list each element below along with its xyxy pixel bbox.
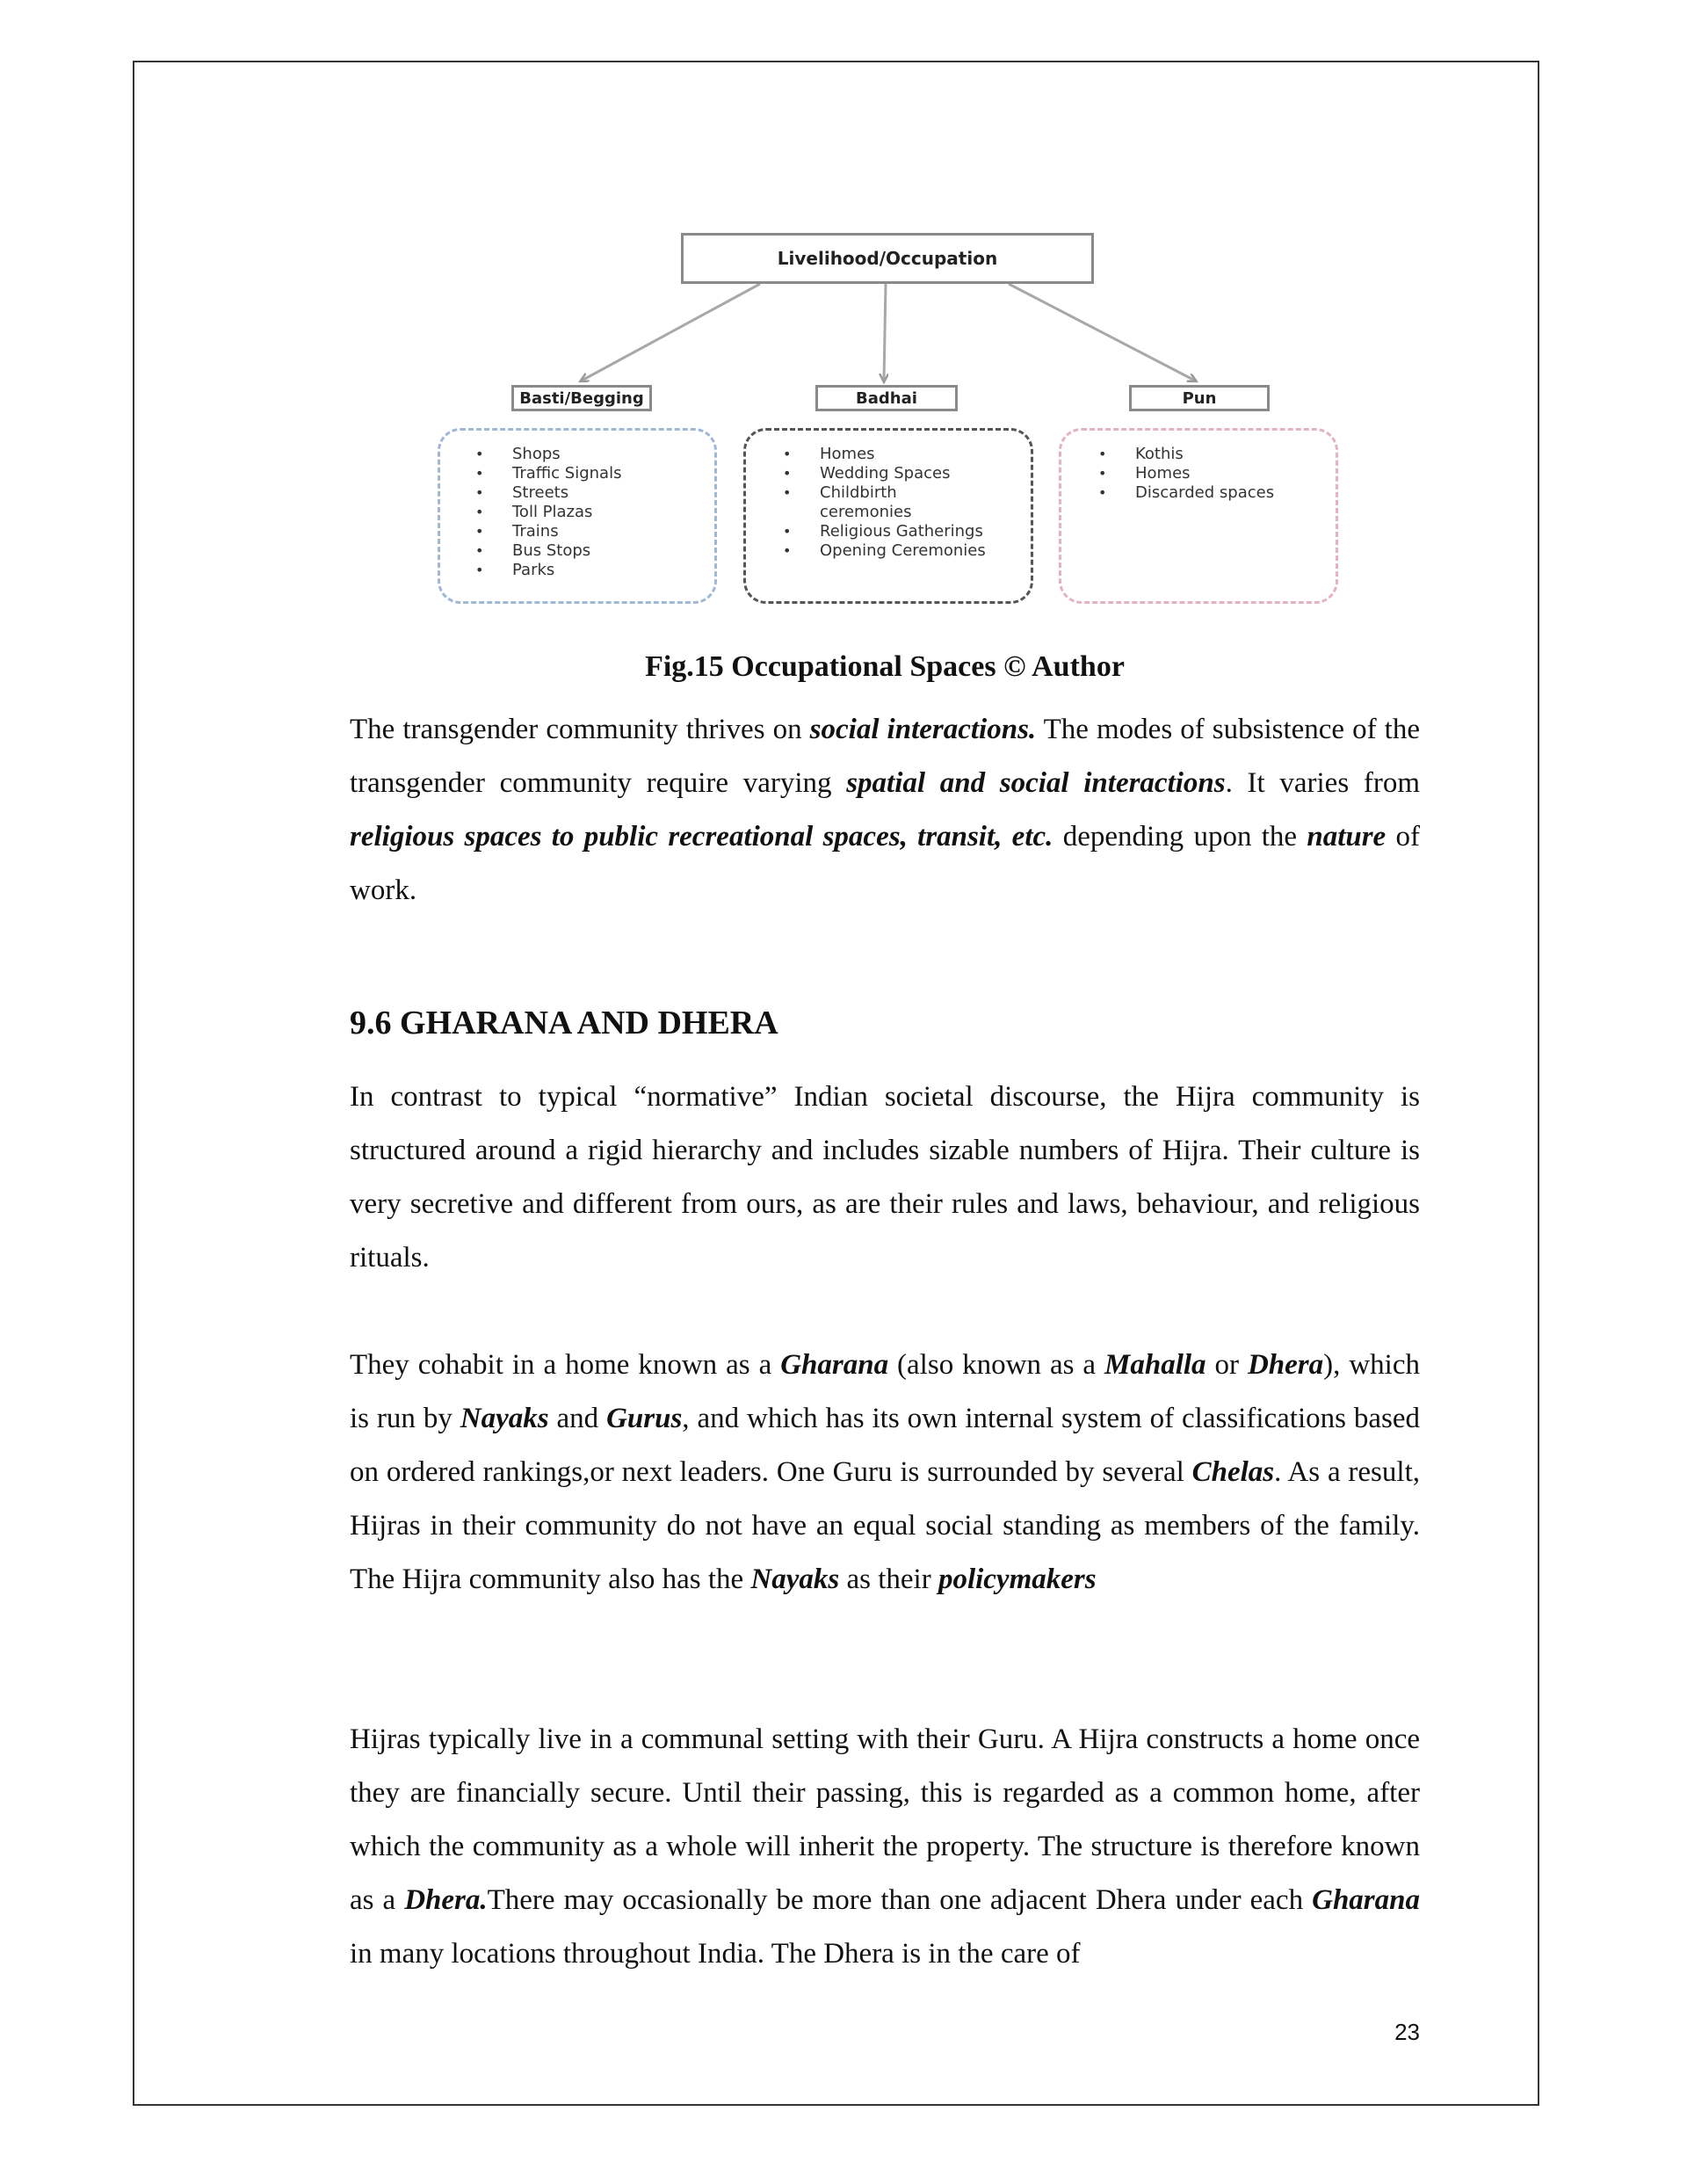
badhai-spaces-group bbox=[743, 428, 1033, 604]
category-basti-begging: Basti/Begging bbox=[511, 385, 652, 411]
list-item: • Trains bbox=[475, 522, 559, 541]
list-item: • Childbirth bbox=[783, 483, 897, 502]
pun-spaces-list bbox=[1098, 445, 1275, 503]
list-item: • Toll Plazas bbox=[475, 503, 593, 521]
paragraph-gharana: They cohabit in a home known as a Gharana (also known as a Mahalla or Dhera), which is run by Nayaks and Gurus, and which has its own internal system of classifications based on ordered rankings,or next leaders. One Guru is surrounded by several Chelas. As a result, Hijras in their community do not have an equal social standing as members of the family. The Hijra community also has the Nayaks as their policymakers bbox=[350, 1349, 1421, 1595]
paragraph-hierarchy: In contrast to typical “normative” Indian societal discourse, the Hijra community is structured around a rigid hierarchy and includes sizable numbers of Hijra. Their culture is very secretive and different from ours, as are their rules and laws, behaviour, and religious rituals. bbox=[350, 1081, 1420, 1273]
arrow-to-basti bbox=[582, 284, 760, 381]
list-item: • Parks bbox=[475, 561, 555, 579]
list-item: • Streets bbox=[475, 483, 569, 502]
arrow-to-pun bbox=[1009, 284, 1195, 381]
badhai-spaces-list bbox=[783, 445, 986, 561]
list-item: • Opening Ceremonies bbox=[783, 541, 986, 560]
list-item: • Homes bbox=[783, 445, 875, 463]
category-badhai: Badhai bbox=[815, 385, 958, 411]
list-item: • Discarded spaces bbox=[1098, 483, 1275, 502]
list-item: • Homes bbox=[1098, 464, 1191, 483]
list-item: • Religious Gatherings bbox=[783, 522, 983, 541]
livelihood-root-box: Livelihood/Occupation bbox=[681, 233, 1094, 284]
pun-spaces-group bbox=[1059, 428, 1338, 604]
page-number: 23 bbox=[1394, 2019, 1420, 2045]
list-item: • Kothis bbox=[1098, 445, 1184, 463]
paragraph-dhera: Hijras typically live in a communal setting with their Guru. A Hijra constructs a home once they are financially secure. Until their passing, this is regarded as a common home, after which the community as a whole will inherit the property. The structure is therefore known as a Dhera.There may occasionally be more than one adjacent Dhera under each Gharana in many locations throughout India. The Dhera is in the care of bbox=[350, 1723, 1420, 1970]
occupational-spaces-diagram bbox=[0, 0, 1687, 650]
arrow-to-badhai bbox=[884, 284, 886, 381]
section-heading: 9.6 GHARANA AND DHERA bbox=[350, 1005, 778, 1041]
figure-caption: Fig.15 Occupational Spaces © Author bbox=[645, 650, 1125, 683]
list-item: • Traffic Signals bbox=[475, 464, 622, 483]
list-item: ceremonies bbox=[820, 503, 912, 521]
list-item: • Bus Stops bbox=[475, 541, 591, 560]
category-pun: Pun bbox=[1129, 385, 1270, 411]
list-item: • Shops bbox=[475, 445, 561, 463]
paragraph-social-interactions: The transgender community thrives on social interactions. The modes of subsistence of the transgender community require varying spatial and social interactions. It varies from religious spaces to public recreational spaces, transit, etc. depending upon the nature of work. bbox=[350, 714, 1420, 906]
basti-spaces-group bbox=[438, 428, 717, 604]
list-item: • Wedding Spaces bbox=[783, 464, 951, 483]
basti-spaces-list bbox=[475, 445, 622, 580]
